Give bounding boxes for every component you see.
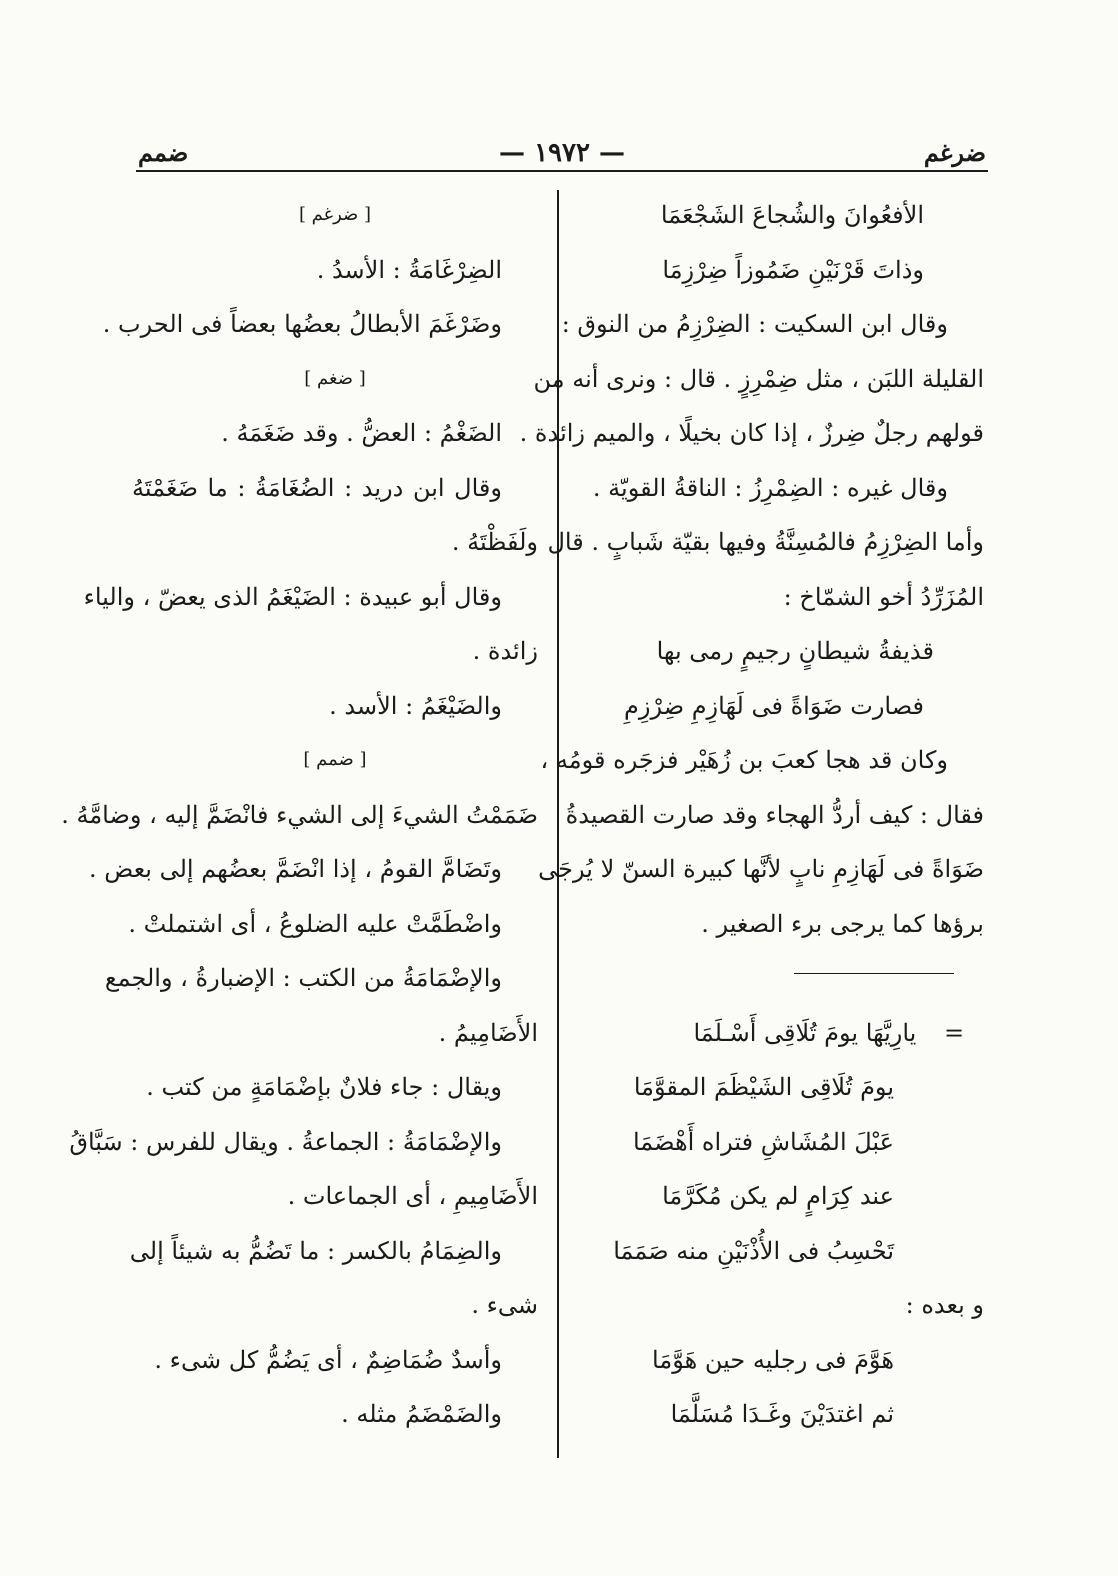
text-line: والإضْمَامَةُ : الجماعةُ . ويقال للفرس : سَبَّاقُ	[69, 1127, 502, 1156]
verse-line	[584, 1006, 984, 1061]
verse-line: ثم اغتدَيْنَ وغَـدَا مُسَلَّمَا	[670, 1400, 894, 1428]
header-root-left: ضمم	[138, 138, 189, 167]
header-rule	[136, 170, 988, 172]
entry-heading: [ ضرغم ]	[298, 204, 372, 225]
text-line: والإضْمَامَةُ من الكتب : الإضبارةُ ، والجمع	[104, 964, 502, 992]
verse-text: يارِيَّهَا يومَ تُلَاقِى أَسْـلَمَا	[693, 1018, 917, 1047]
text-line: قولهم رجلٌ ضِرزٌ ، إذا كان بخيلًا ، والميم زائدة .	[519, 419, 984, 447]
left-column	[61, 188, 538, 1442]
text-line: الضِرْغَامَةُ : الأسدُ .	[316, 255, 502, 284]
text-line: وقال غيره : الضِمْرِزُ : الناقةُ القويّة .	[592, 473, 948, 502]
text-line: وقال ابن دريد : الضُغَامَةُ : ما ضَغَمْتَهُ	[132, 473, 502, 502]
verse-line: تَحْسِبُ فى الأُذْنَيْنِ منه صَمَمَا	[613, 1236, 894, 1265]
text-line: الأَضَامِيمِ ، أى الجماعات .	[287, 1182, 538, 1210]
text-line: وتَضَامَّ القومُ ، إذا انْضَمَّ بعضُهم إلى بعض .	[89, 855, 502, 883]
text-line: والضَيْغَمُ : الأسد .	[329, 691, 502, 720]
text-line: وأما الضِرْزِمُ فالمُسِنَّةُ وفيها بقيّة شَبابٍ . قال	[547, 528, 984, 556]
text-line: المُزَرِّدُ أخو الشمّاخ :	[783, 582, 984, 611]
verse-marker: =	[943, 1018, 965, 1047]
verse-line: قذيفةُ شيطانٍ رجيمٍ رمى بها	[656, 637, 934, 665]
text-line: زائدة .	[472, 637, 538, 665]
text-line: و بعده :	[905, 1291, 984, 1319]
text-line: وقال أبو عبيدة : الضَيْغَمُ الذى يعضّ ، والياء	[83, 582, 502, 611]
text-line: وأسدٌ ضُمَاضِمٌ ، أى يَضُمُّ كل شىء .	[154, 1345, 502, 1374]
text-line: واضْطَمَّتْ عليه الضلوعُ ، أى اشتملتْ .	[128, 909, 502, 938]
verse-line: هَوَّمَ فى رجليه حين هَوَّمَا	[652, 1345, 894, 1374]
text-line: فقال : كيف أردُّ الهجاء وقد صارت القصيدةُ	[565, 800, 984, 829]
footnote-rule	[794, 973, 954, 974]
page-number: — ١٩٧٢ —	[499, 138, 625, 168]
text-line: وضَرْغَمَ الأبطالُ بعضُها بعضاً فى الحرب .	[102, 310, 502, 338]
text-line: الضَغْمُ : العضُّ . وقد ضَغَمَهُ .	[221, 419, 502, 447]
text-line: برؤها كما يرجى برء الصغير .	[701, 909, 984, 938]
text-line: والضَمْضَمُ مثله .	[341, 1400, 502, 1428]
text-line: الأَضَامِيمُ .	[438, 1018, 538, 1047]
text-line: ضَمَمْتُ الشيءَ إلى الشيء فانْضَمَّ إليه ، وضامَّهُ .	[61, 800, 538, 829]
text-line: ضَوَاةً فى لَهَازِمِ نابٍ لأنَّها كبيرة السنّ لا يُرجَى	[538, 855, 984, 883]
text-line: وكان قد هجا كعبَ بن زُهَيْر فزجَره قومُه ،	[540, 746, 948, 774]
entry-heading: [ ضغم ]	[304, 367, 366, 389]
right-column	[519, 188, 984, 1442]
header-root-right: ضرغم	[923, 138, 986, 167]
page-header	[138, 138, 986, 178]
text-line: ولَفَظْتَهُ .	[451, 528, 538, 556]
text-line: شىء .	[471, 1291, 538, 1319]
footnote-rule-row	[584, 951, 984, 1006]
verse-line: عند كِرَامٍ لم يكن مُكَرَّمَا	[662, 1182, 894, 1210]
text-line: وقال ابن السكيت : الضِرْزِمُ من النوق :	[561, 310, 948, 338]
text-line: والضِمَامُ بالكسر : ما تَضُمُّ به شيئاً إلى	[129, 1236, 502, 1265]
verse-line: يومَ تُلَاقِى الشَيْظَمَ المقوَّمَا	[633, 1073, 894, 1101]
text-line: ويقال : جاء فلانٌ بإضْمَامَةٍ من كتب .	[146, 1073, 502, 1101]
verse-line: عَبْلَ المُشَاشِ فتراه أَهْضَمَا	[632, 1127, 894, 1156]
entry-heading: [ ضمم ]	[303, 749, 367, 770]
verse-line: فصارت ضَوَاةً فى لَهَازِمِ ضِرْزِمِ	[624, 691, 924, 720]
verse-line: وذاتَ قَرْنَيْنِ ضَمُوزاً ضِرْزِمَا	[662, 255, 924, 284]
text-line: القليلة اللبَن ، مثل ضِمْرِزٍ . قال : ونرى أنه من	[533, 364, 984, 393]
verse-line: الأفعُوانَ والشُجاعَ الشَجْعَمَا	[660, 201, 924, 229]
